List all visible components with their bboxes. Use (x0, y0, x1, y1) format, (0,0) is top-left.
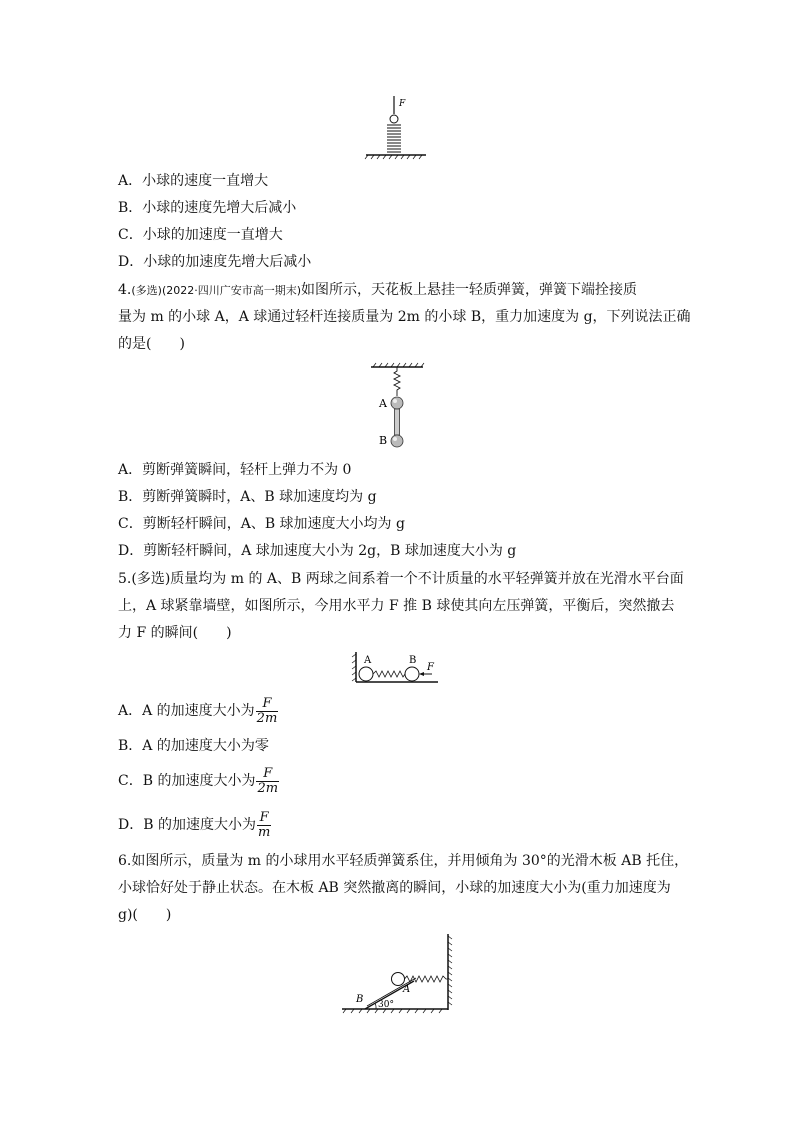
q3-option-d: D．小球的加速度先增大后减小 (118, 254, 312, 270)
q3-option-c: C．小球的加速度一直增大 (118, 227, 283, 243)
q5-stem-line1: 5.(多选)质量均为 m 的 A、B 两球之间系着一个不计质量的水平轻弹簧并放在光滑水平台面 (118, 571, 684, 587)
figure-two-balls-spring (352, 650, 442, 686)
q4-option-c: C．剪断轻杆瞬间，A、B 球加速度大小均为 g (118, 516, 405, 532)
q4-option-d: D．剪断轻杆瞬间，A 球加速度大小为 2g，B 球加速度大小为 g (118, 543, 517, 559)
q5-option-d: D．B 的加速度大小为 $\frac{F}{m}$ (118, 809, 271, 840)
q5-stem-line3: 力 F 的瞬间( ) (118, 625, 232, 641)
q5-option-b: B．A 的加速度大小为零 (118, 738, 269, 754)
fig-q6-label-a: A (403, 984, 411, 995)
q4-stem-line1: 4.(多选)(2022·四川广安市高一期末)如图所示，天花板上悬挂一轻质弹簧，弹簧下端拴接质 (118, 282, 638, 298)
q6-stem-line3: g)( ) (118, 907, 172, 923)
fig1-force-label: F (399, 99, 406, 109)
fig-q6-angle: 30° (378, 1000, 394, 1010)
fig-q4-label-a: A (379, 397, 387, 410)
figure-incline-spring (340, 930, 460, 1015)
q3-option-b: B．小球的速度先增大后减小 (118, 200, 297, 216)
q5-option-c: C．B 的加速度大小为 $\frac{F}{2m}$ (118, 765, 279, 796)
fig-q6-label-b: B (356, 994, 364, 1005)
q5-option-a: A．A 的加速度大小为 $\frac{F}{2m}$ (118, 695, 278, 726)
q3-option-a: A．小球的速度一直增大 (118, 173, 269, 189)
fig-q5-label-f: F (427, 662, 434, 673)
q4-stem-line2: 量为 m 的小球 A，A 球通过轻杆连接质量为 2m 的小球 B，重力加速度为 g，下列说法正确 (118, 309, 691, 325)
fig-q5-label-b: B (409, 655, 417, 666)
q6-stem-line1: 6.如图所示，质量为 m 的小球用水平轻质弹簧系住，并用倾角为 30°的光滑木板 AB 托住， (118, 853, 689, 869)
q6-stem-line2: 小球恰好处于静止状态。在木板 AB 突然撤离的瞬间，小球的加速度大小为(重力加速度为 (118, 880, 671, 896)
fig-q4-label-b: B (379, 434, 388, 447)
figure-spring-force (360, 92, 440, 162)
q4-option-b: B．剪断弹簧瞬时，A、B 球加速度均为 g (118, 489, 377, 505)
fig-q5-label-a: A (364, 655, 372, 666)
q4-option-a: A．剪断弹簧瞬间，轻杆上弹力不为 0 (118, 462, 352, 478)
q5-stem-line2: 上，A 球紧靠墙壁，如图所示，今用水平力 F 推 B 球使其向左压弹簧，平衡后，突然撤去 (118, 598, 675, 614)
q4-stem-line3: 的是( ) (118, 336, 185, 352)
figure-hanging-balls (365, 363, 435, 453)
